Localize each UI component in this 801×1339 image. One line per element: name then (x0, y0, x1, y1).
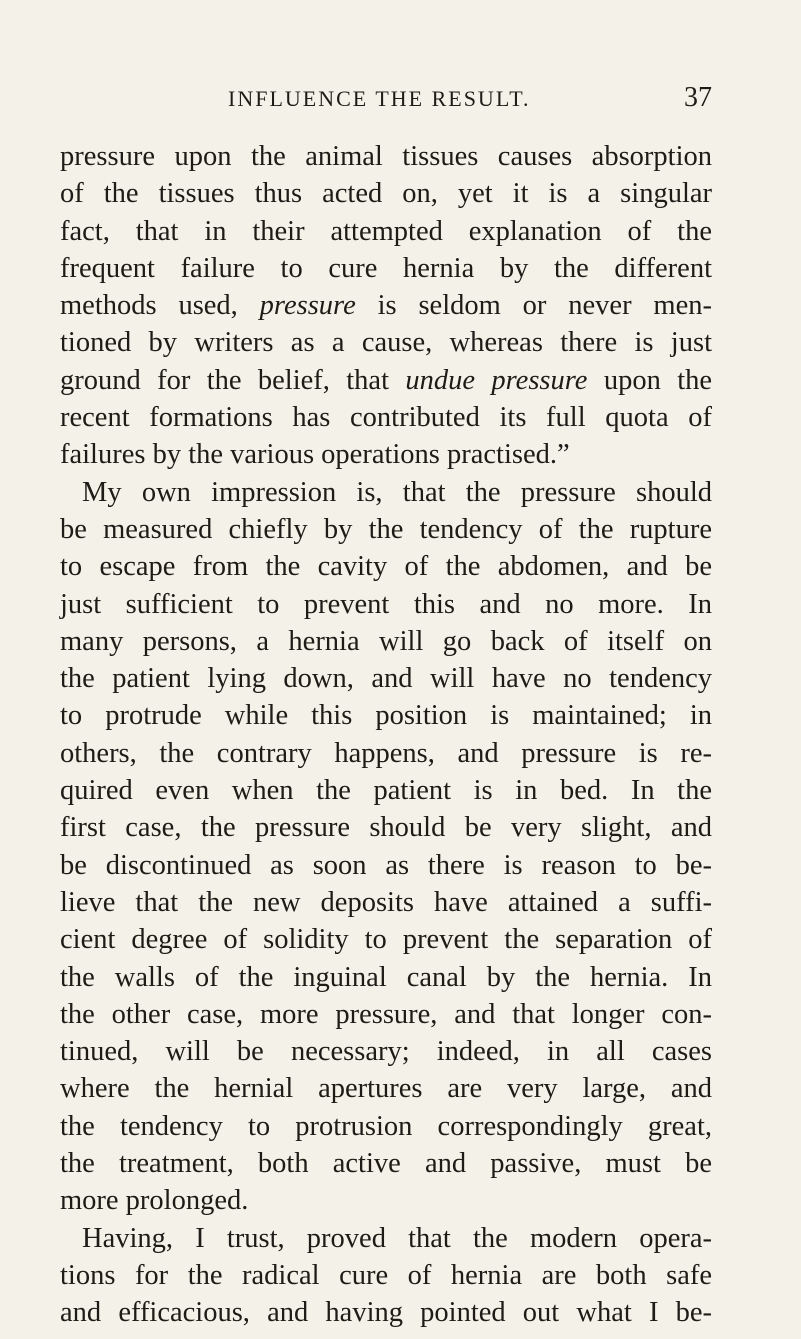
text-line: and efficacious, and having pointed out what I be- (60, 1297, 712, 1329)
text-line: more prolonged. (60, 1185, 249, 1217)
page-number: 37 (684, 82, 712, 113)
text-line: to protrude while this position is maintained; in (60, 700, 712, 732)
text-line: the treatment, both active and passive, must be (60, 1148, 712, 1180)
emphasis-pressure: pressure (259, 290, 356, 322)
text-line: to escape from the cavity of the abdomen, and be (60, 551, 712, 583)
text-line: the patient lying down, and will have no tendency (60, 663, 712, 695)
emphasis-undue-pressure: undue pressure (405, 364, 588, 396)
text-line: the walls of the inguinal canal by the hernia. In (60, 961, 712, 993)
text-line: pressure upon the animal tissues causes absorption (60, 141, 712, 172)
text-line: of the tissues thus acted on, yet it is a singular (60, 178, 712, 210)
text-line: recent formations has contributed its full quota of (60, 402, 712, 434)
text-line: where the hernial apertures are very large, and (60, 1073, 712, 1105)
running-head: INFLUENCE THE RESULT. (228, 86, 531, 111)
text-run: upon the (587, 364, 713, 396)
text-line: tinued, will be necessary; indeed, in all cases (60, 1036, 712, 1068)
paragraph-start: My own impression is, that the pressure should (82, 476, 712, 508)
text-line: failures by the various operations practised.” (60, 439, 570, 471)
text-line: first case, the pressure should be very slight, and (60, 812, 712, 844)
text-line: many persons, a hernia will go back of itself on (60, 625, 712, 657)
text-line: fact, that in their attempted explanation of the (60, 215, 712, 247)
text-run: methods used, (60, 290, 260, 322)
body-text (60, 138, 712, 1332)
text-line: just sufficient to prevent this and no more. In (60, 588, 712, 620)
text-run: ground for the belief, that (60, 364, 406, 396)
text-line (60, 287, 712, 324)
text-line: tioned by writers as a cause, whereas there is just (60, 327, 712, 359)
text-line: be discontinued as soon as there is reason to be- (60, 849, 712, 881)
text-line: cient degree of solidity to prevent the separation of (60, 924, 712, 956)
text-line: quired even when the patient is in bed. In the (60, 775, 712, 807)
page-header (228, 82, 712, 122)
paragraph-start: Having, I trust, proved that the modern opera- (82, 1222, 712, 1254)
text-line: frequent failure to cure hernia by the different (60, 252, 712, 284)
text-line: be measured chiefly by the tendency of the rupture (60, 513, 712, 545)
text-line: the tendency to protrusion correspondingly great, (60, 1110, 712, 1142)
text-line: lieve that the new deposits have attained a suffi- (60, 886, 712, 918)
text-line: the other case, more pressure, and that longer con- (60, 998, 712, 1030)
text-line: tions for the radical cure of hernia are both safe (60, 1259, 712, 1291)
text-line: others, the contrary happens, and pressure is re- (60, 737, 712, 769)
text-line (60, 362, 712, 399)
text-run: is seldom or never men- (355, 290, 712, 322)
